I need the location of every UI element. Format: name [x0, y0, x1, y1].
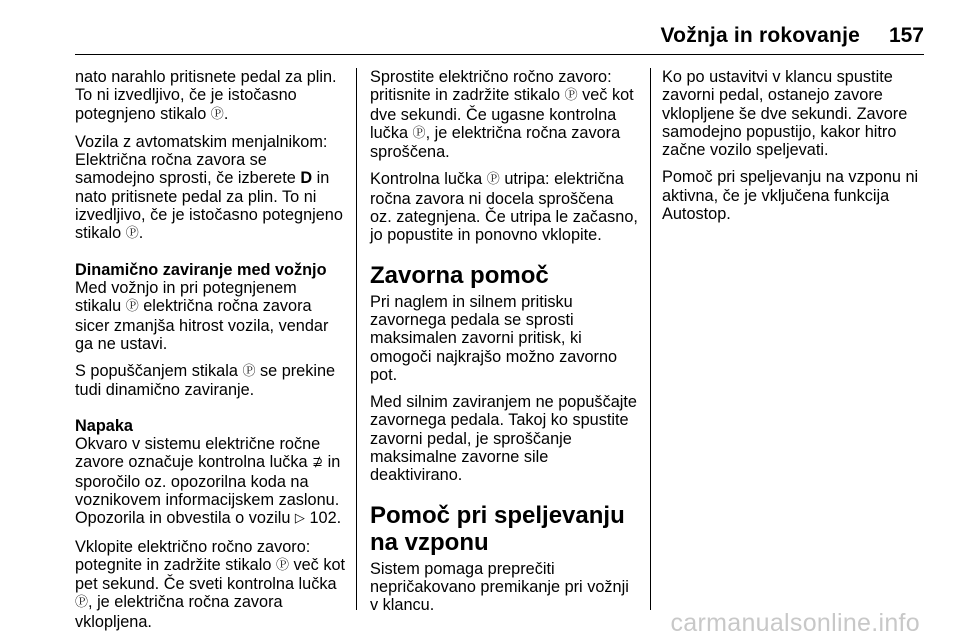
parking-brake-icon: Ⓟ — [486, 171, 500, 187]
section-heading: Pomoč pri speljevanju na vzponu — [370, 501, 625, 556]
parking-brake-icon: Ⓟ — [242, 363, 256, 379]
paragraph: Med vožnjo in pri potegnjenem stikalu Ⓟ električna ročna zavora sicer zmanjša hitrost vozila, vendar ga ne ustavi. — [75, 278, 329, 353]
page-number: 157 — [888, 24, 924, 47]
paragraph: Sprostite električno ročno zavoro: pritisnite in zadržite stikalo Ⓟ več kot dve sekundi. Če ugasne kontrolna lučka Ⓟ, je električna ročna zavora sproščena. — [370, 68, 634, 162]
paragraph: Kontrolna lučka Ⓟ utripa: električna ročna zavora ni docela sproščena oz. zategnjena. Če utripa le začasno, jo popustite in ponovno vklopite. — [370, 170, 638, 245]
section-heading: Zavorna pomoč — [370, 261, 549, 289]
paragraph: Okvaro v sistemu električne ročne zavore označuje kontrolna lučka ⊉ in sporočilo oz. opozorilna koda na voznikovem informacijskem zaslonu. Opozorila in obvestila o vozilu ▷ 102. — [75, 435, 342, 528]
paragraph: Ko po ustavitvi v klancu spustite zavorni pedal, ostanejo zavore vklopljene še dve sekundi. Zavore samodejno popustijo, kakor hitro začne vozilo speljevati. — [662, 68, 908, 160]
column-divider — [650, 68, 651, 610]
warning-lamp-icon: ⊉ — [312, 454, 324, 470]
paragraph: Sistem pomaga preprečiti nepričakovano premikanje pri vožnji v klancu. — [370, 559, 629, 615]
subheading: Napaka — [75, 416, 133, 435]
parking-brake-icon: Ⓟ — [125, 298, 139, 314]
chapter-title: Vožnja in rokovanje — [660, 24, 860, 47]
page-header — [0, 24, 960, 58]
column-3 — [662, 68, 932, 232]
parking-brake-icon: Ⓟ — [564, 87, 578, 103]
paragraph: Pomoč pri speljevanju na vzponu ni aktivna, če je vključena funkcija Autostop. — [662, 168, 919, 224]
column-1 — [75, 68, 347, 640]
paragraph: S popuščanjem stikala Ⓟ se prekine tudi dinamično zaviranje. — [75, 362, 336, 400]
paragraph: Vozila z avtomatskim menjalnikom: Električna ročna zavora se samodejno sprosti, če izberete D in nato pritisnete pedal za plin. To ni izvedljivo, če je istočasno potegnjeno stikalo Ⓟ. — [75, 132, 343, 243]
parking-brake-icon: Ⓟ — [412, 124, 426, 140]
parking-brake-icon: Ⓟ — [75, 594, 89, 610]
column-2 — [370, 68, 638, 624]
paragraph: nato narahlo pritisnete pedal za plin. To ni izvedljivo, če je istočasno potegnjeno stikalo Ⓟ. — [75, 68, 337, 123]
cross-reference-page[interactable]: 102. — [309, 509, 342, 528]
header-rule — [75, 54, 924, 55]
watermark: carmanualsonline.info — [670, 609, 920, 637]
paragraph: Med silnim zaviranjem ne popuščajte zavornega pedala. Takoj ko spustite zavorni pedal, je sproščanje maksimalne zavorne sile deaktivirano. — [370, 393, 637, 485]
cross-reference-arrow-icon[interactable]: ▷ — [294, 510, 305, 526]
parking-brake-icon: Ⓟ — [210, 105, 224, 121]
parking-brake-icon: Ⓟ — [275, 556, 289, 572]
column-divider — [356, 68, 357, 610]
subheading: Dinamično zaviranje med vožnjo — [75, 260, 327, 279]
paragraph: Pri naglem in silnem pritisku zavornega pedala se sprosti maksimalen zavorni pritisk, ki omogoči najkrajšo možno zavorno pot. — [370, 292, 618, 384]
paragraph: Vklopite električno ročno zavoro: potegnite in zadržite stikalo Ⓟ več kot pet sekund. Če sveti kontrolna lučka Ⓟ, je električna ročna zavora vklopljena. — [75, 537, 346, 631]
parking-brake-icon: Ⓟ — [125, 225, 139, 241]
gear-d-label: D — [300, 169, 313, 188]
